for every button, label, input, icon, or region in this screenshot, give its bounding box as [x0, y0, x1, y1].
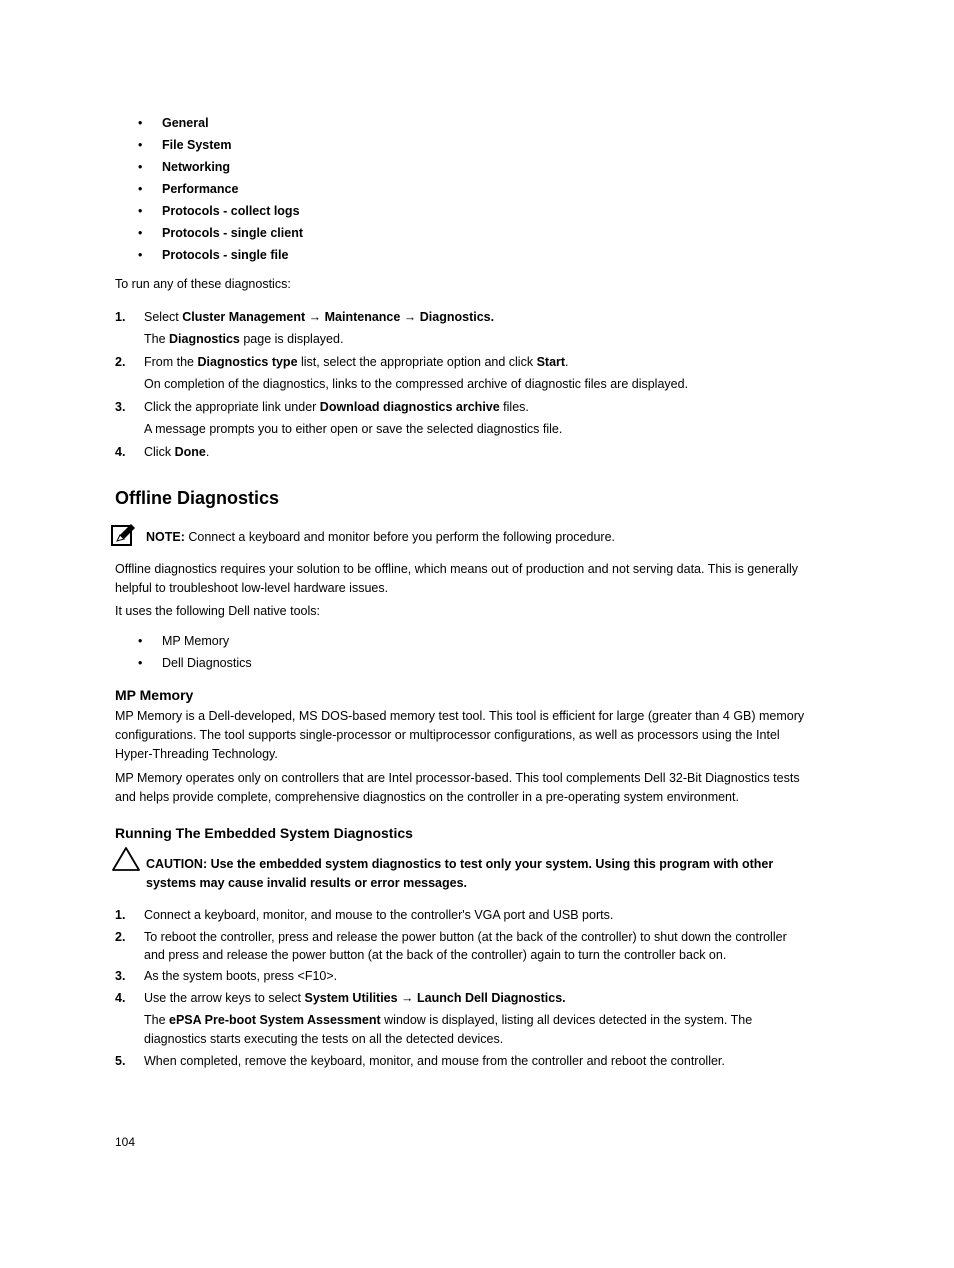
section-heading-offline-diagnostics: Offline Diagnostics — [115, 488, 280, 508]
list-item: • Performance — [162, 178, 805, 200]
step-1-result: The Diagnostics page is displayed. — [144, 332, 344, 346]
step-3: 3. Click the appropriate link under Download diagnostics archive files. A message prompts you to either open or save the selected diagnostics file. — [115, 398, 805, 439]
list-item: • Protocols - collect logs — [162, 200, 805, 222]
list-item: • Networking — [162, 156, 805, 178]
embedded-step-4-result: The ePSA Pre-boot System Assessment window is displayed, listing all devices detected in the system. The diagnostics starts executing the tests on all the detected devices. — [144, 1013, 753, 1046]
procedure-steps — [115, 308, 805, 462]
list-item: • File System — [162, 134, 805, 156]
embedded-step-2: 2. To reboot the controller, press and release the power button (at the back of the controller) to shut down the controller and press and release the power button (at the back of the controller) again to turn the controller back on. — [115, 930, 787, 962]
step-4: 4. Click Done. — [115, 445, 210, 459]
note-label: NOTE: — [146, 530, 185, 544]
embedded-step-5: 5. When completed, remove the keyboard, monitor, and mouse from the controller and reboot the controller. — [115, 1054, 725, 1068]
note-text: Connect a keyboard and monitor before you perform the following procedure. — [184, 530, 615, 544]
section-heading-embedded-diagnostics: Running The Embedded System Diagnostics — [115, 825, 413, 841]
section-heading-mp-memory: MP Memory — [115, 687, 194, 703]
page-number: 104 — [115, 1135, 136, 1149]
offline-para-1: Offline diagnostics requires your solution to be offline, which means out of production and not serving data. This is generally helpful to troubleshoot low-level hardware issues. — [115, 562, 799, 595]
pencil-note-icon — [111, 522, 137, 548]
step-3-result: A message prompts you to either open or save the selected diagnostics file. — [144, 422, 563, 436]
list-item: • MP Memory — [162, 630, 805, 652]
embedded-step-1: 1. Connect a keyboard, monitor, and mouse to the controller's VGA port and USB ports. — [115, 908, 614, 922]
list-item: • Dell Diagnostics — [162, 652, 805, 674]
embedded-step-3: 3. As the system boots, press <F10>. — [115, 969, 338, 983]
document-body — [115, 112, 805, 1071]
warning-triangle-icon — [111, 845, 141, 873]
embedded-step-4: 4. Use the arrow keys to select System Utilities → Launch Dell Diagnostics. The ePSA Pre-boot System Assessment window is displayed, listing all devices detected in the system. The diagnostics starts executing the tests on all the detected devices. — [115, 989, 805, 1049]
caution-box — [115, 855, 805, 893]
list-item: • Protocols - single client — [162, 222, 805, 244]
offline-para-2: It uses the following Dell native tools: — [115, 604, 320, 618]
caution-text: CAUTION: Use the embedded system diagnostics to test only your system. Using this program with other systems may cause invalid results or error messages. — [146, 857, 774, 890]
intro-text: To run any of these diagnostics: — [115, 277, 291, 291]
list-item: • Protocols - single file — [162, 244, 805, 266]
native-tools-list — [115, 630, 805, 674]
diagnostic-options-list — [115, 112, 805, 266]
note-box — [115, 528, 805, 547]
step-1: 1. Select Cluster Management → Maintenance → Diagnostics. The Diagnostics page is displayed. — [115, 308, 805, 349]
list-item: • General — [162, 112, 805, 134]
mp-memory-para-1: MP Memory is a Dell-developed, MS DOS-based memory test tool. This tool is efficient for large (greater than 4 GB) memory configurations. The tool supports single-processor or multiprocessor configurations, as well as processors using the Intel Hyper-Threading Technology. — [115, 709, 805, 761]
step-2: 2. From the Diagnostics type list, select the appropriate option and click Start. On completion of the diagnostics, links to the compressed archive of diagnostic files are displayed. — [115, 353, 805, 394]
mp-memory-para-2: MP Memory operates only on controllers that are Intel processor-based. This tool complements Dell 32-Bit Diagnostics tests and helps provide complete, comprehensive diagnostics on the controller in a pre-operating system environment. — [115, 771, 800, 804]
embedded-steps — [115, 906, 805, 1071]
step-2-result: On completion of the diagnostics, links to the compressed archive of diagnostic files are displayed. — [144, 377, 689, 391]
